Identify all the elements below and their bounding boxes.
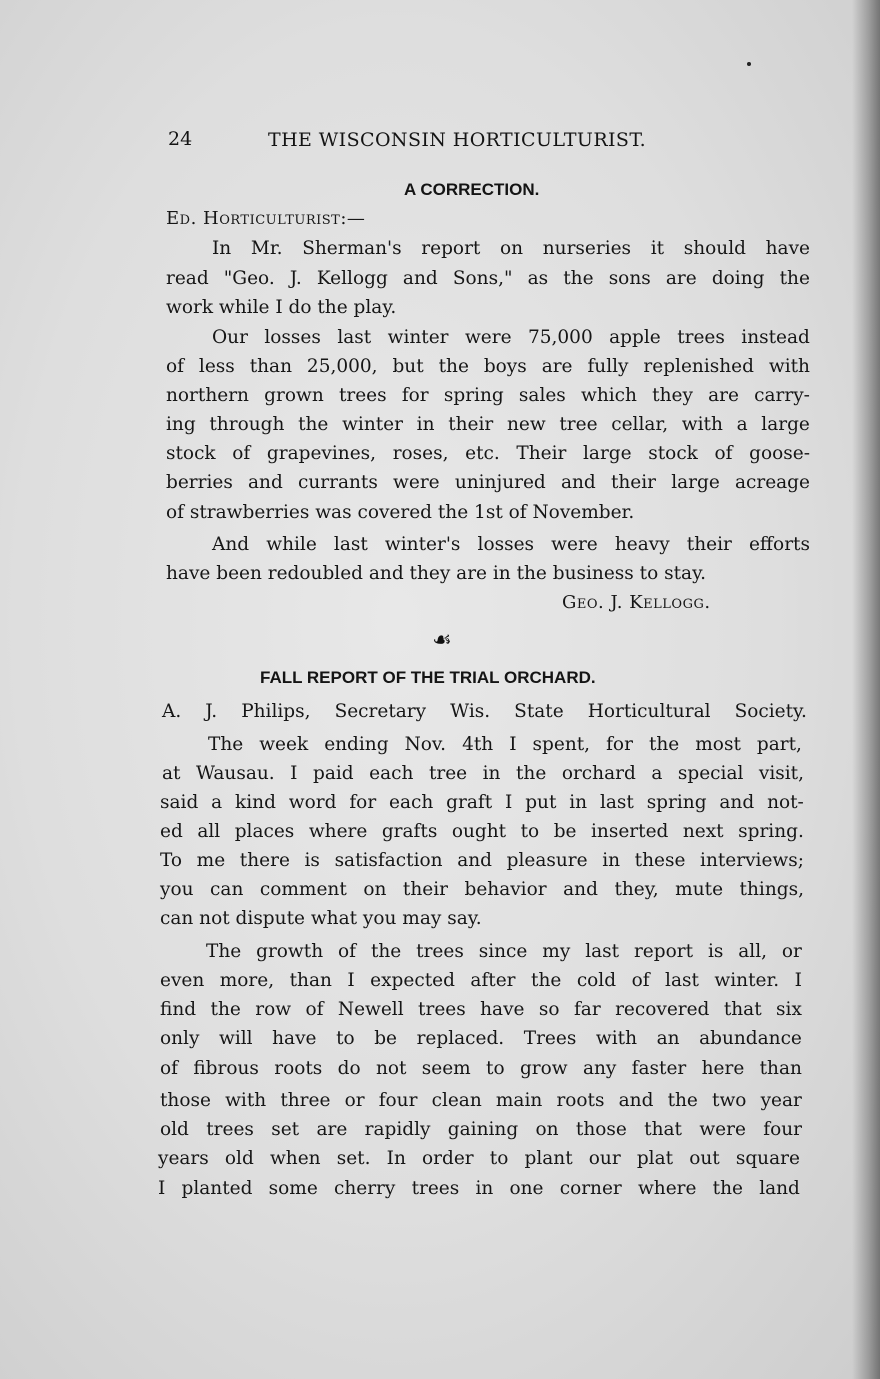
fleuron-ornament: ☙ <box>432 628 452 653</box>
text-line: have been redoubled and they are in the business to stay. <box>166 563 706 584</box>
ink-speck <box>747 62 751 66</box>
text-line: years old when set. In order to plant our plat out square <box>158 1148 800 1169</box>
text-line: berries and currants were uninjured and their large acreage <box>166 472 810 493</box>
correction-title: A CORRECTION. <box>404 180 540 199</box>
text-line: old trees set are rapidly gaining on those that were four <box>160 1119 802 1140</box>
text-line: And while last winter's losses were heavy their efforts <box>212 534 810 555</box>
text-line: you can comment on their behavior and they, mute things, <box>160 879 804 900</box>
text-line: can not dispute what you may say. <box>160 908 482 929</box>
text-line: ed all places where grafts ought to be inserted next spring. <box>160 821 804 842</box>
text-line: Our losses last winter were 75,000 apple trees instead <box>212 327 810 348</box>
text-line: of strawberries was covered the 1st of November. <box>166 502 635 523</box>
text-line: work while I do the play. <box>166 297 397 318</box>
text-line: I planted some cherry trees in one corner where the land <box>158 1178 800 1199</box>
trial-orchard-title: FALL REPORT OF THE TRIAL ORCHARD. <box>260 668 596 687</box>
page-number: 24 <box>168 128 193 150</box>
text-line: The week ending Nov. 4th I spent, for the most part, <box>208 734 802 755</box>
text-line: The growth of the trees since my last report is all, or <box>206 941 802 962</box>
text-line: of fibrous roots do not seem to grow any faster here than <box>160 1058 802 1079</box>
salutation: Ed. Horticulturist:— <box>166 208 366 229</box>
text-line: northern grown trees for spring sales which they are carry- <box>166 385 810 406</box>
text-line: In Mr. Sherman's report on nurseries it should have <box>212 238 810 259</box>
running-title: THE WISCONSIN HORTICULTURIST. <box>268 129 647 151</box>
text-line: said a kind word for each graft I put in last spring and not- <box>160 792 804 813</box>
page-edge-shadow <box>852 0 880 1379</box>
text-line: of less than 25,000, but the boys are fully replenished with <box>166 356 810 377</box>
signature: Geo. J. Kellogg. <box>562 592 711 613</box>
text-line: stock of grapevines, roses, etc. Their large stock of goose- <box>166 443 810 464</box>
text-line: even more, than I expected after the cold of last winter. I <box>160 970 802 991</box>
text-line: at Wausau. I paid each tree in the orchard a special visit, <box>162 763 804 784</box>
text-line: only will have to be replaced. Trees with an abundance <box>160 1028 802 1049</box>
text-line: those with three or four clean main roots and the two year <box>160 1090 802 1111</box>
text-line: read "Geo. J. Kellogg and Sons," as the sons are doing the <box>166 268 810 289</box>
text-line: To me there is satisfaction and pleasure in these interviews; <box>160 850 804 871</box>
text-line: ing through the winter in their new tree cellar, with a large <box>166 414 810 435</box>
byline: A. J. Philips, Secretary Wis. State Horticultural Society. <box>162 701 807 722</box>
text-line: find the row of Newell trees have so far recovered that six <box>160 999 802 1020</box>
